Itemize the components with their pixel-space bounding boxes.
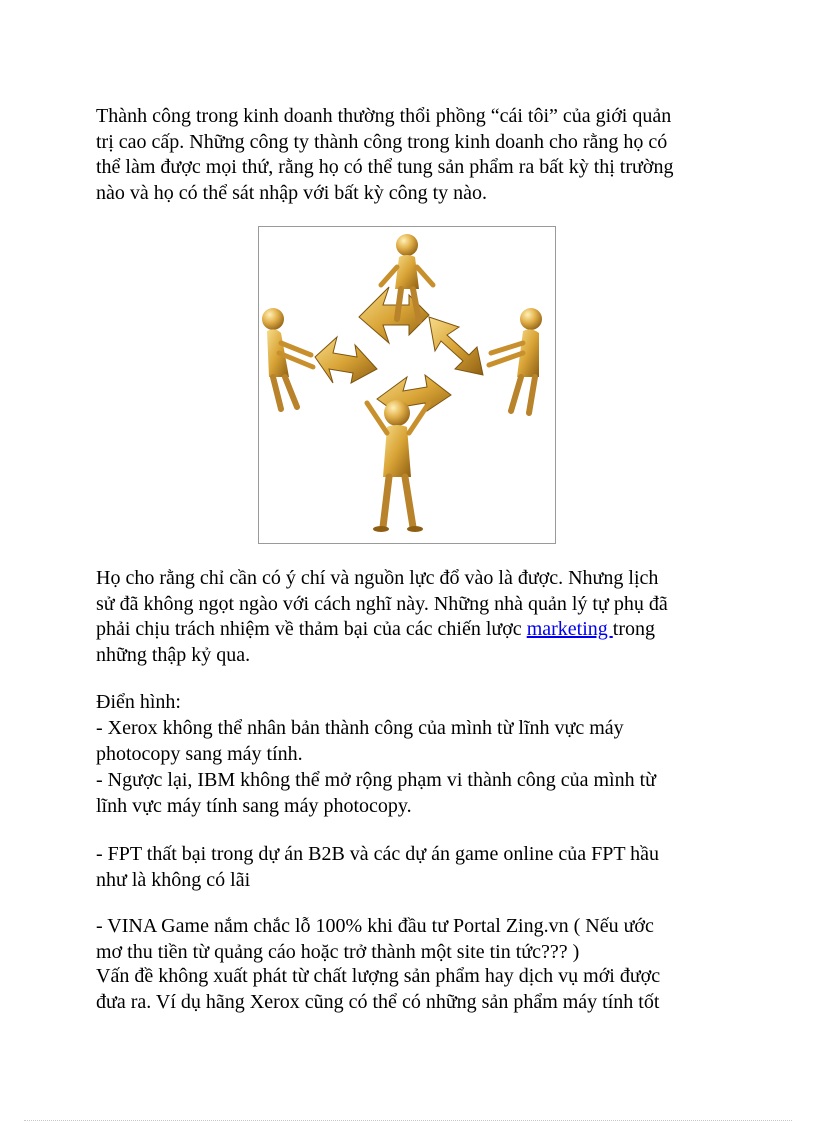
text-fragment: phải chịu trách nhiệm về thảm bại của các chiến lược [96,618,527,640]
intro-paragraph [96,104,726,206]
text-line: mơ thu tiền từ quảng cáo hoặc trở thành một site tin tức??? ) [96,940,580,963]
text-line: nào và họ có thể sát nhập với bất kỳ công ty nào. [96,181,488,204]
text-line: Họ cho rằng chỉ cần có ý chí và nguồn lực đổ vào là được. Nhưng lịch [96,567,659,589]
text-line-with-link [96,617,726,643]
page-bottom-divider [24,1120,792,1121]
text-line: sử đã không ngọt ngào với cách nghĩ này. Những nhà quản lý tự phụ đã [96,592,668,615]
text-line: Thành công trong kinh doanh thường thổi phồng “cái tôi” của giới quản [96,105,672,127]
text-line: lĩnh vực máy tính sang máy photocopy. [96,794,412,817]
text-line: photocopy sang máy tính. [96,742,303,765]
text-fragment: trong [612,618,655,640]
text-line: đưa ra. Ví dụ hãng Xerox cũng có thể có những sản phẩm máy tính tốt [96,990,660,1013]
list-item [96,768,726,819]
text-line: - FPT thất bại trong dự án B2B và các dự án game online của FPT hầu [96,843,660,865]
golden-figures-arrows-image [259,227,555,543]
text-line: như là không có lãi [96,868,251,891]
section-heading: Điển hình: [96,691,181,713]
text-line: Vấn đề không xuất phát từ chất lượng sản phẩm hay dịch vụ mới được [96,965,661,987]
text-line: trị cao cấp. Những công ty thành công trong kinh doanh cho rằng họ có [96,130,668,153]
list-item [96,842,726,893]
text-line: những thập kỷ qua. [96,643,251,666]
text-line: thể làm được mọi thứ, rằng họ có thể tung sản phẩm ra bất kỳ thị trường [96,156,674,178]
text-line: - VINA Game nắm chắc lỗ 100% khi đầu tư Portal Zing.vn ( Nếu ước [96,915,654,937]
text-line: - Ngược lại, IBM không thể mở rộng phạm vi thành công của mình từ [96,769,656,791]
marketing-link[interactable]: marketing [526,618,613,640]
list-item [96,716,726,767]
teamwork-illustration [258,226,556,544]
list-item [96,914,726,965]
text-line: - Xerox không thể nhân bản thành công của mình từ lĩnh vực máy [96,717,624,739]
body-paragraph [96,566,726,668]
body-paragraph [96,964,726,1015]
